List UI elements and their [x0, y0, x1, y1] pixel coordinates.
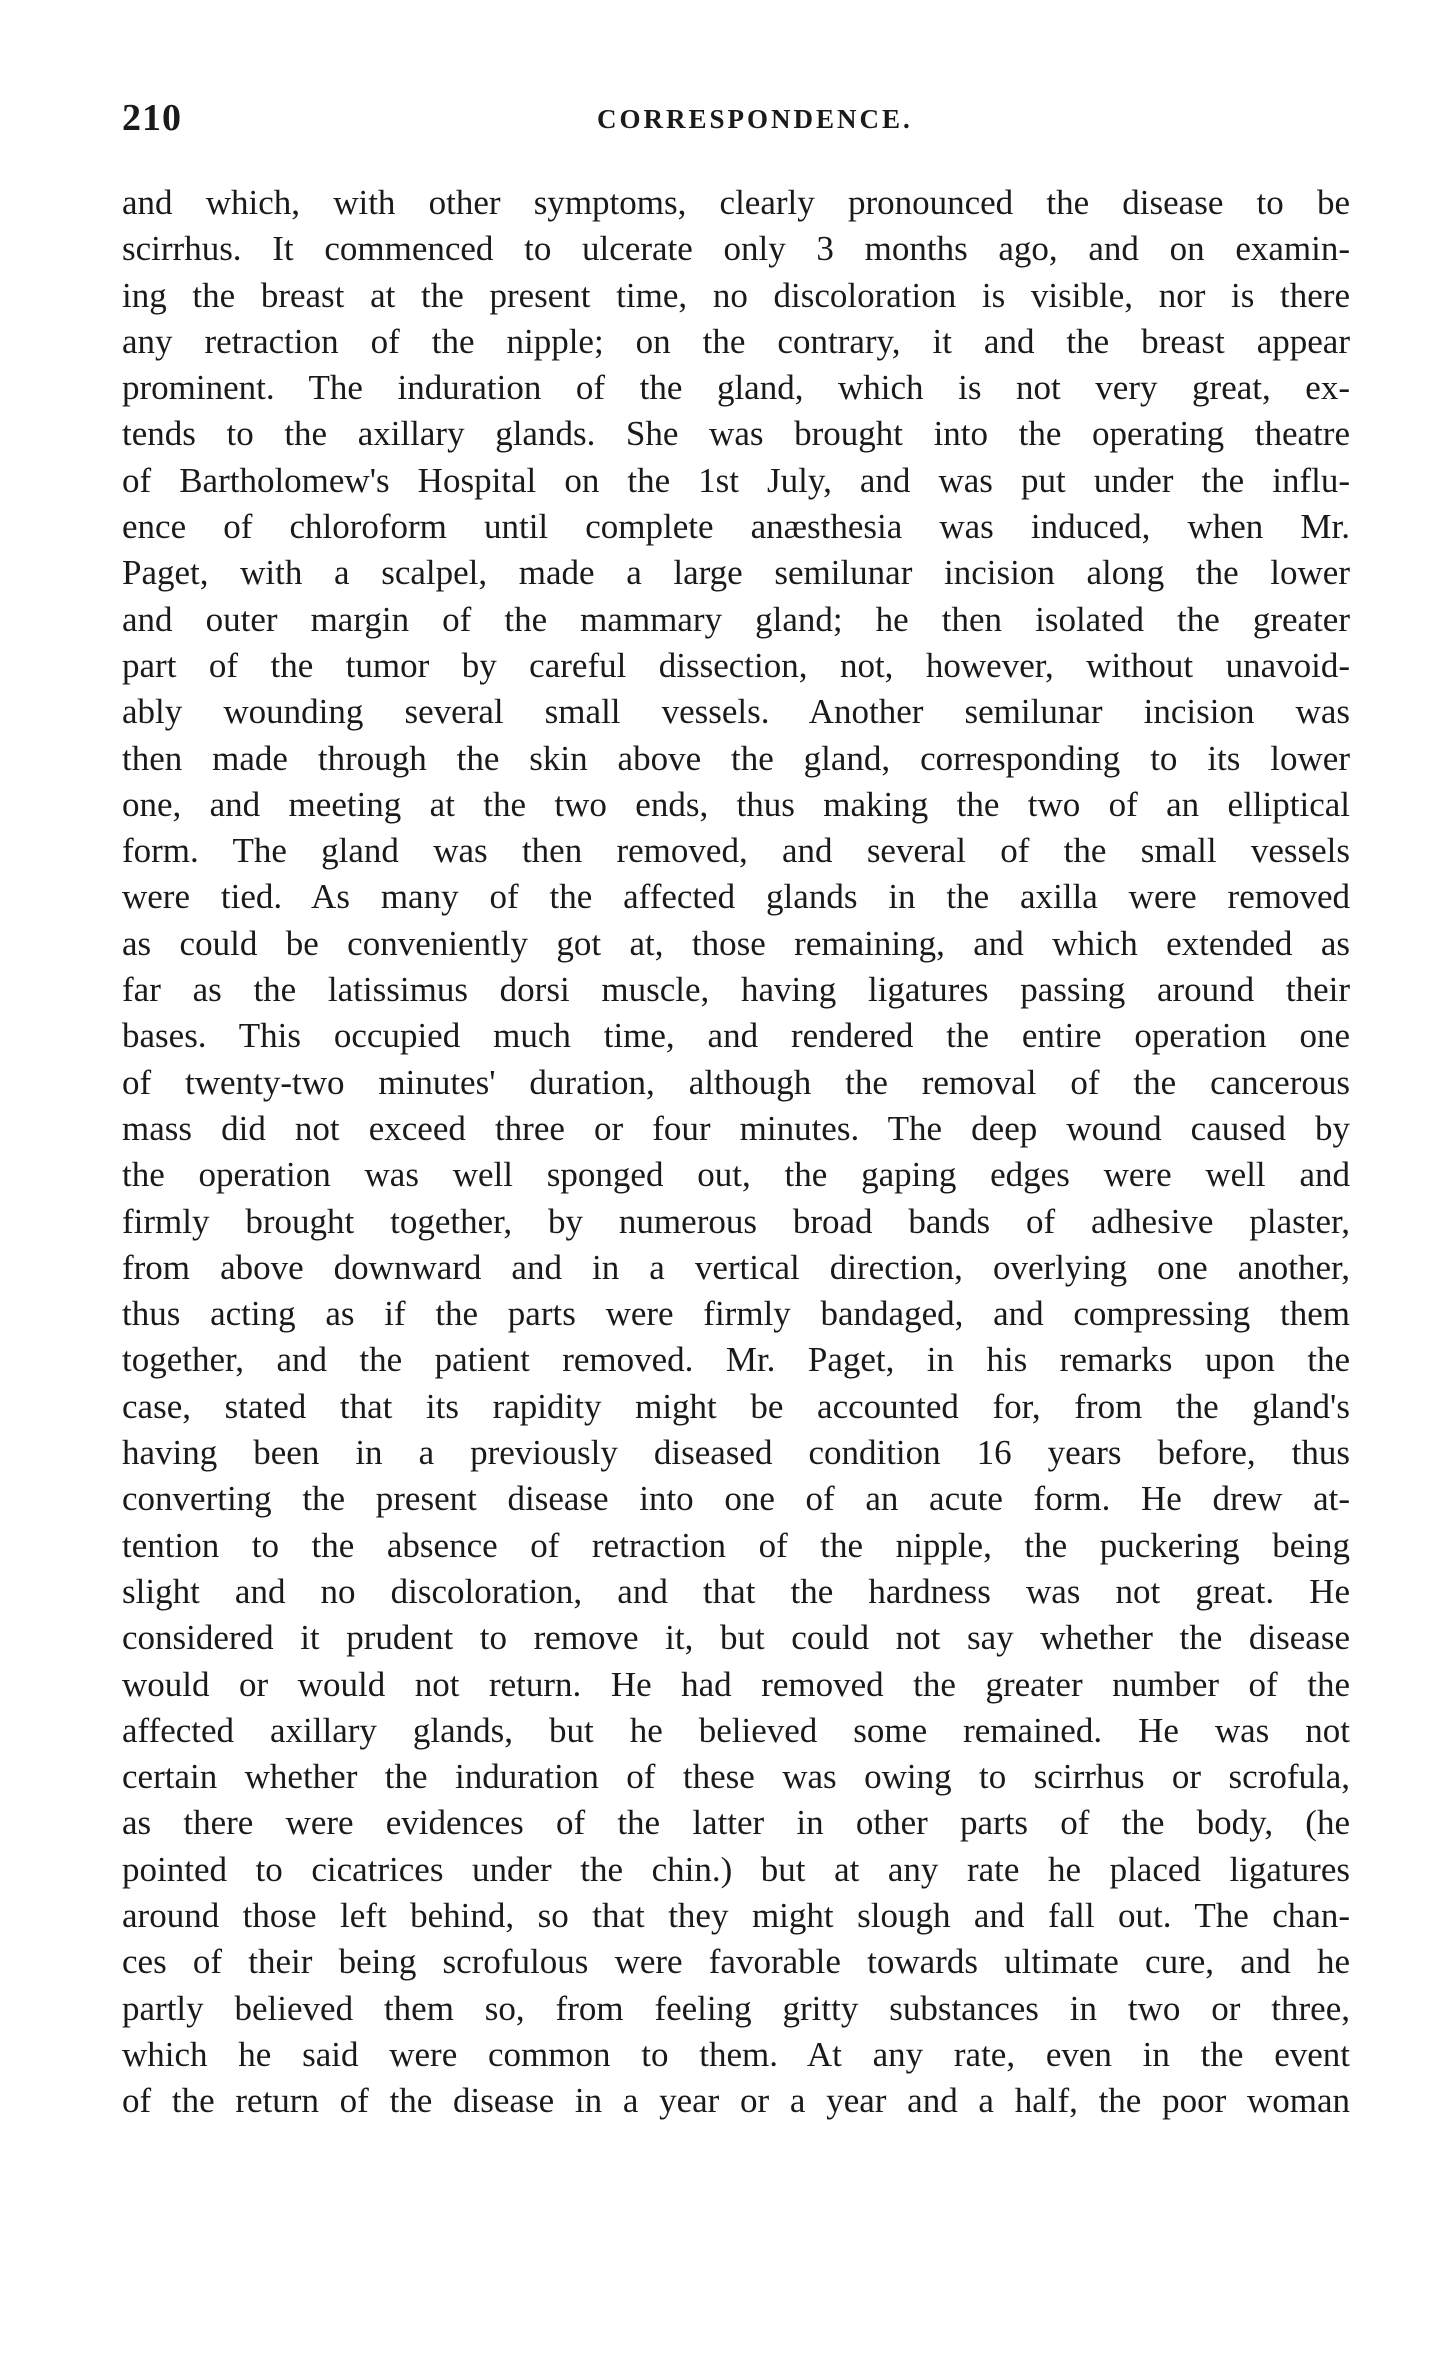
text-line: affected axillary glands, but he believed some remained. He was not — [122, 1710, 1350, 1750]
text-line: scirrhus. It commenced to ulcerate only 3 months ago, and on examin- — [122, 229, 1350, 269]
text-line: tention to the absence of retraction of the nipple, the puckering being — [122, 1525, 1350, 1565]
text-line: of twenty-two minutes' duration, although the removal of the cancerous — [122, 1062, 1350, 1102]
text-line: of Bartholomew's Hospital on the 1st July, and was put under the influ- — [122, 460, 1350, 500]
text-line: slight and no discoloration, and that the hardness was not great. He — [122, 1571, 1350, 1611]
text-line: prominent. The induration of the gland, which is not very great, ex- — [122, 368, 1350, 408]
body-text — [122, 180, 1350, 2124]
text-line: which he said were common to them. At any rate, even in the event — [122, 2034, 1350, 2074]
text-line: together, and the patient removed. Mr. Paget, in his remarks upon the — [122, 1340, 1350, 1380]
text-line: part of the tumor by careful dissection, not, however, without unavoid- — [122, 645, 1350, 685]
text-line: considered it prudent to remove it, but could not say whether the disease — [122, 1618, 1350, 1658]
running-title: CORRESPONDENCE. — [597, 104, 913, 134]
text-line: bases. This occupied much time, and rendered the entire operation one — [122, 1016, 1350, 1056]
text-line: partly believed them so, from feeling gritty substances in two or three, — [122, 1988, 1350, 2028]
text-line: having been in a previously diseased condition 16 years before, thus — [122, 1433, 1350, 1473]
text-line: would or would not return. He had removed the greater number of the — [122, 1664, 1350, 1704]
text-line: form. The gland was then removed, and several of the small vessels — [122, 831, 1350, 871]
text-line: one, and meeting at the two ends, thus making the two of an elliptical — [122, 784, 1350, 824]
text-line: around those left behind, so that they might slough and fall out. The chan- — [122, 1895, 1350, 1935]
text-line: the operation was well sponged out, the gaping edges were well and — [122, 1155, 1350, 1195]
page-number: 210 — [122, 97, 182, 139]
text-line: of the return of the disease in a year or a year and a half, the poor woman — [122, 2081, 1350, 2121]
text-line: mass did not exceed three or four minutes. The deep wound caused by — [122, 1108, 1350, 1148]
text-line: thus acting as if the parts were firmly bandaged, and compressing them — [122, 1294, 1350, 1334]
text-line: from above downward and in a vertical direction, overlying one another, — [122, 1247, 1350, 1287]
running-head — [122, 96, 1342, 139]
text-line: pointed to cicatrices under the chin.) but at any rate he placed ligatures — [122, 1849, 1350, 1889]
text-line: Paget, with a scalpel, made a large semilunar incision along the lower — [122, 553, 1350, 593]
text-line: ing the breast at the present time, no discoloration is visible, nor is there — [122, 275, 1350, 315]
text-line: then made through the skin above the gland, corresponding to its lower — [122, 738, 1350, 778]
text-line: tends to the axillary glands. She was brought into the operating theatre — [122, 414, 1350, 454]
text-line: were tied. As many of the affected glands in the axilla were removed — [122, 877, 1350, 917]
text-line: ence of chloroform until complete anæsthesia was induced, when Mr. — [122, 507, 1350, 547]
text-line: and outer margin of the mammary gland; he then isolated the greater — [122, 599, 1350, 639]
text-line: converting the present disease into one of an acute form. He drew at- — [122, 1479, 1350, 1519]
text-line: far as the latissimus dorsi muscle, having ligatures passing around their — [122, 970, 1350, 1010]
text-line: case, stated that its rapidity might be accounted for, from the gland's — [122, 1386, 1350, 1426]
text-line: certain whether the induration of these was owing to scirrhus or scrofula, — [122, 1757, 1350, 1797]
text-line: any retraction of the nipple; on the contrary, it and the breast appear — [122, 321, 1350, 361]
text-line: ces of their being scrofulous were favorable towards ultimate cure, and he — [122, 1942, 1350, 1982]
text-line: as could be conveniently got at, those remaining, and which extended as — [122, 923, 1350, 963]
text-line: ably wounding several small vessels. Another semilunar incision was — [122, 692, 1350, 732]
text-line: and which, with other symptoms, clearly pronounced the disease to be — [122, 183, 1350, 222]
text-line: as there were evidences of the latter in other parts of the body, (he — [122, 1803, 1350, 1843]
text-line: firmly brought together, by numerous broad bands of adhesive plaster, — [122, 1201, 1350, 1241]
